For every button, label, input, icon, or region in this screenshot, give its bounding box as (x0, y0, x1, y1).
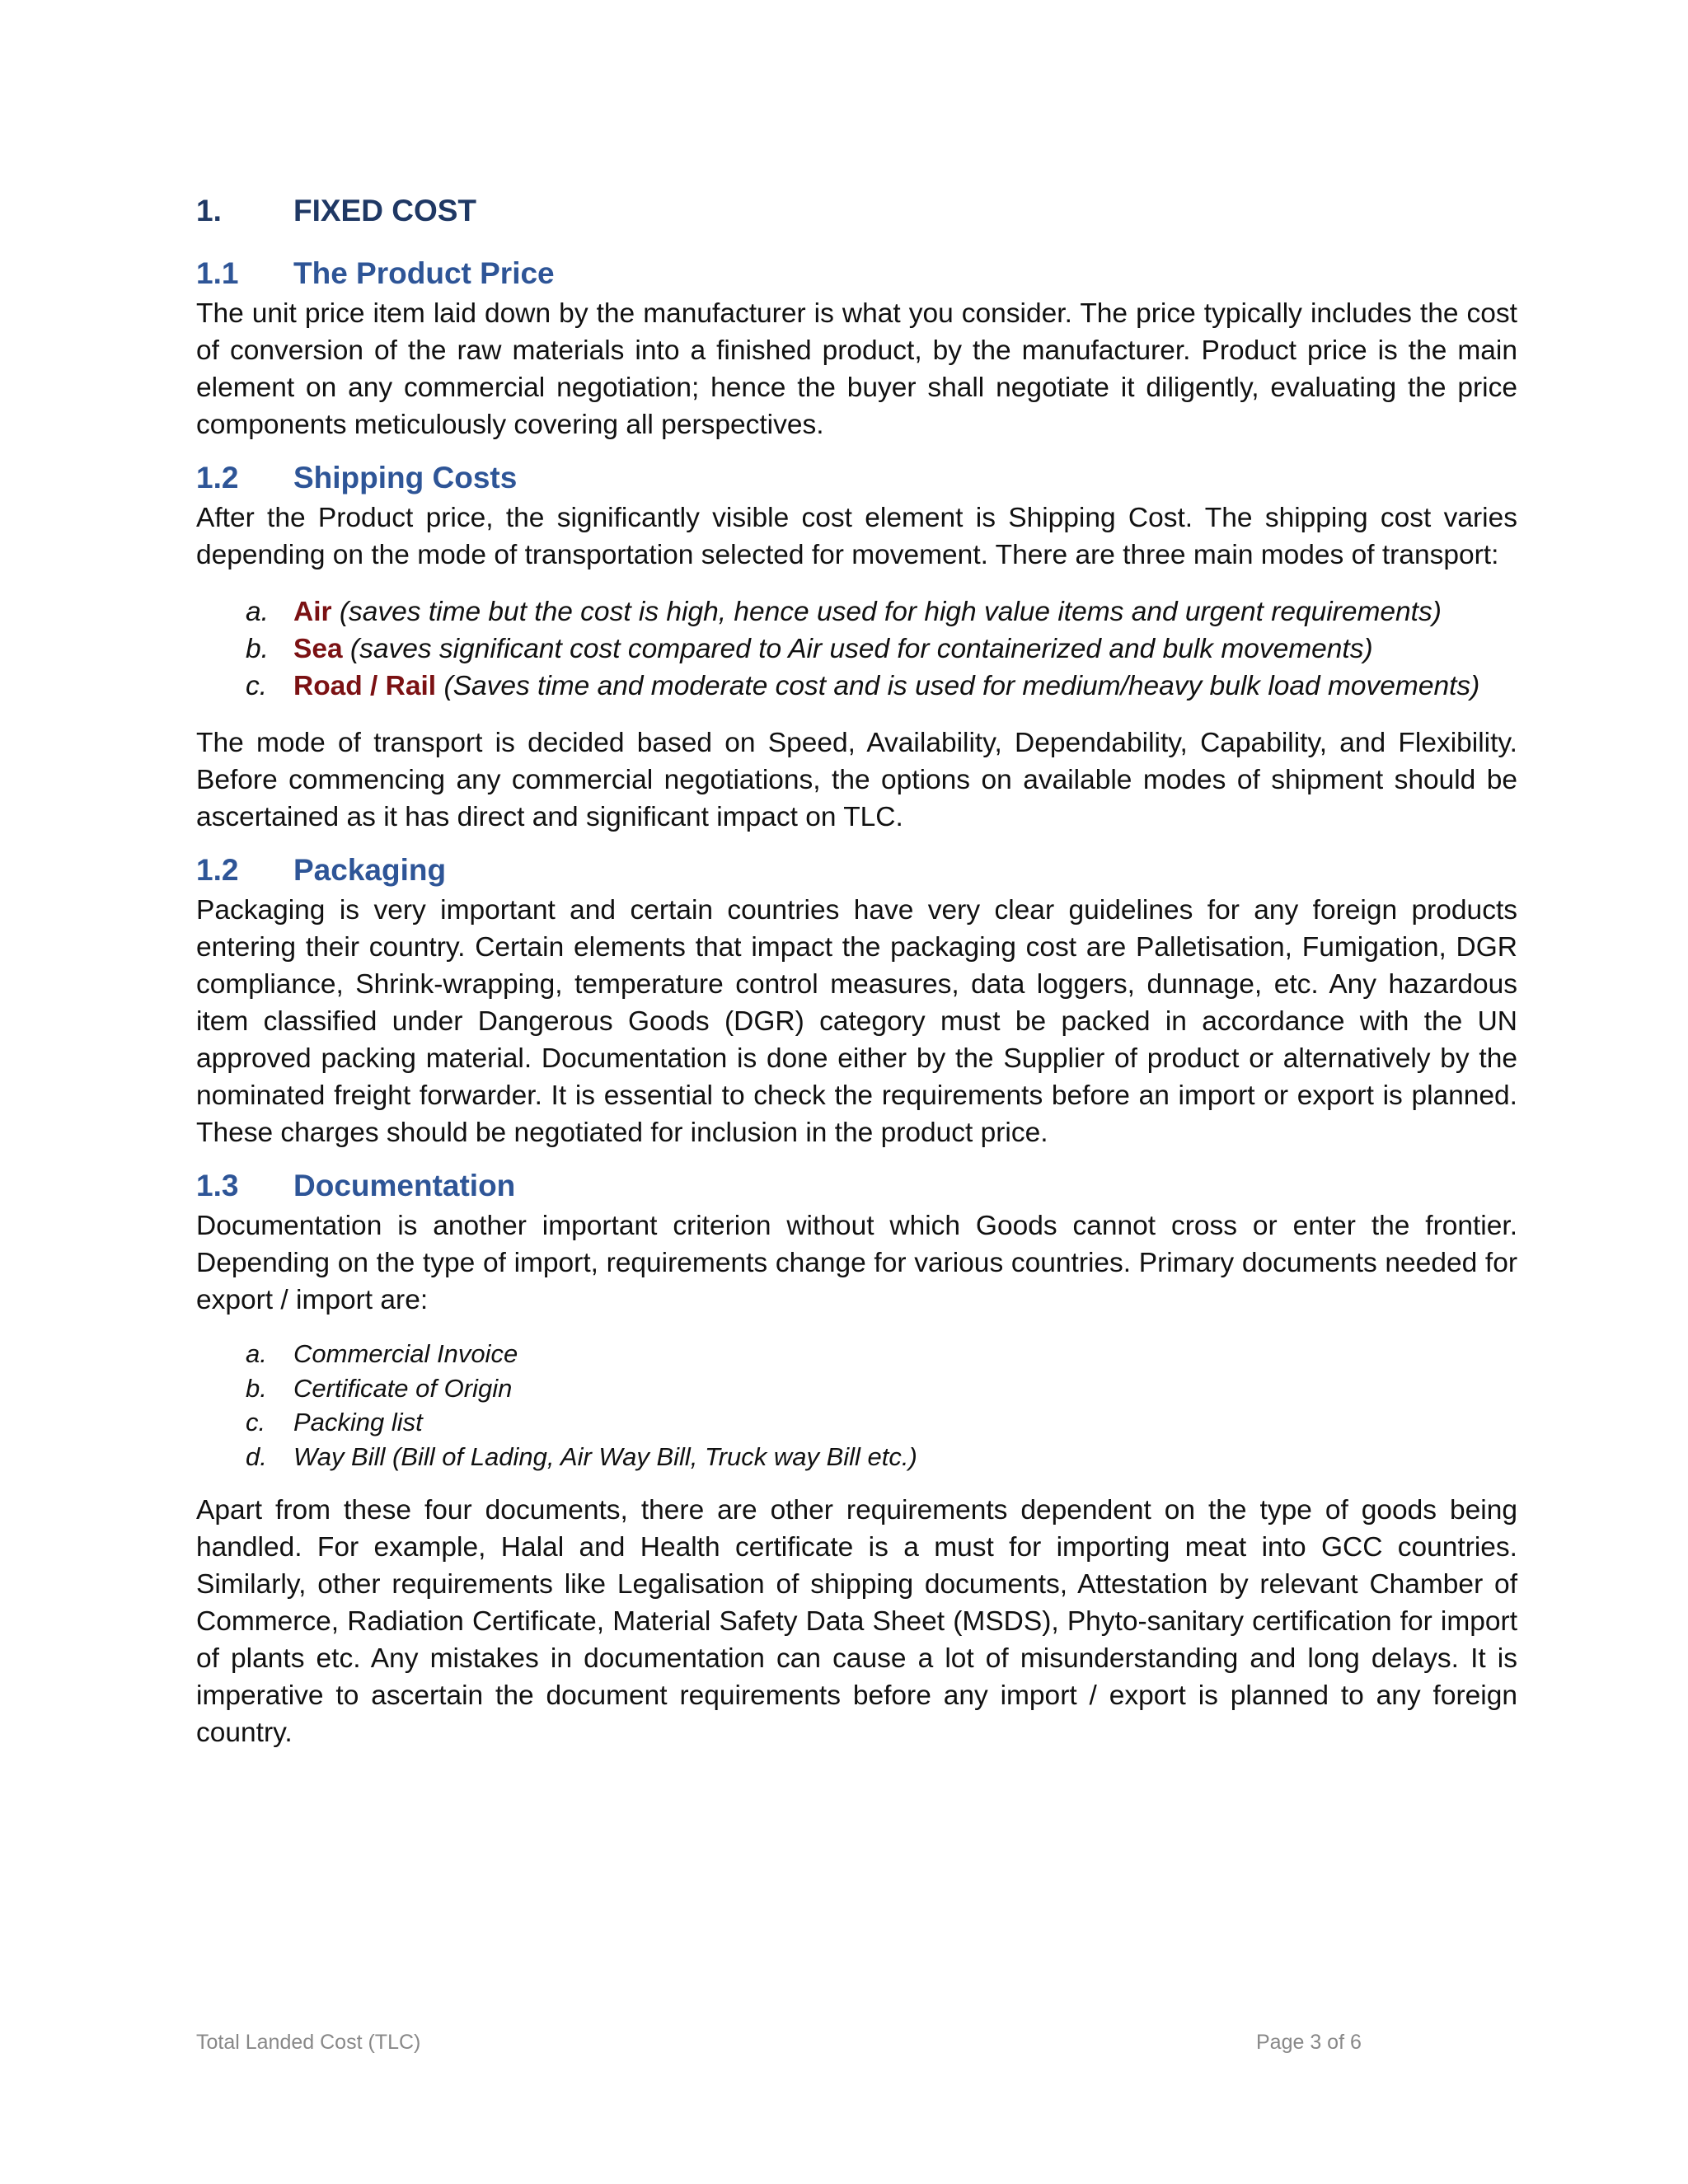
heading-packaging (196, 851, 1517, 890)
heading-documentation (196, 1166, 1517, 1206)
mode-term: Air (293, 597, 332, 627)
section-title: FIXED COST (293, 194, 477, 227)
list-item (196, 630, 1517, 668)
document-name: Certificate of Origin (293, 1373, 513, 1403)
list-marker: b. (246, 1373, 267, 1403)
list-item (196, 1371, 1517, 1406)
documents-list (196, 1337, 1517, 1474)
section-heading (196, 191, 1517, 231)
transport-modes-list (196, 593, 1517, 705)
packaging-paragraph: Packaging is very important and certain countries have very clear guidelines for any foreign products entering their country. Certain elements that impact the packaging cost are Palletisation, Fumigation, DGR compliance, Shrink-wrapping, temperature control measures, data loggers, dunnage, etc. Any hazardous item classified under Dangerous Goods (DGR) category must be packed in accordance with the UN approved packing material. Documentation is done either by the Supplier of product or alternatively by the nominated freight forwarder. It is essential to check the requirements before an import or export is planned. These charges should be negotiated for inclusion in the product price. (196, 895, 1517, 1148)
list-marker: c. (246, 1408, 266, 1436)
mode-description: (saves significant cost compared to Air used for containerized and bulk movements) (349, 634, 1373, 664)
list-item (196, 1337, 1517, 1371)
mode-description: (Saves time and moderate cost and is used for medium/heavy bulk load movements) (443, 671, 1480, 701)
section-number: 1. (196, 194, 222, 227)
list-marker: c. (246, 671, 268, 701)
list-marker: d. (246, 1441, 267, 1471)
shipping-intro-paragraph: After the Product price, the significantly visible cost element is Shipping Cost. The shipping cost varies depending on the mode of transportation selected for movement. There are three main modes of transport: (196, 503, 1517, 570)
heading-number: 1.3 (196, 1169, 239, 1202)
document-name: Way Bill (Bill of Lading, Air Way Bill, Truck way Bill etc.) (293, 1441, 917, 1471)
mode-term: Sea (293, 634, 343, 664)
heading-number: 1.2 (196, 853, 239, 887)
heading-title: Packaging (293, 853, 447, 887)
heading-shipping-costs (196, 458, 1517, 498)
document-name: Packing list (293, 1408, 423, 1436)
list-item (196, 668, 1517, 705)
footer-title: Total Landed Cost (TLC) (196, 2031, 421, 2054)
mode-description: (saves time but the cost is high, hence used for high value items and urgent requirements) (339, 597, 1442, 627)
list-item (196, 1405, 1517, 1440)
list-marker: a. (246, 1339, 267, 1368)
list-marker: b. (246, 634, 269, 664)
mode-term: Road / Rail (293, 671, 437, 701)
product-price-paragraph: The unit price item laid down by the manufacturer is what you consider. The price typically includes the cost of conversion of the raw materials into a finished product, by the manufacturer. Product price is the main element on any commercial negotiation; hence the buyer shall negotiate it diligently, evaluating the price components meticulously covering all perspectives. (196, 298, 1517, 440)
heading-number: 1.2 (196, 461, 239, 494)
list-item (196, 593, 1517, 630)
list-item (196, 1440, 1517, 1474)
heading-number: 1.1 (196, 256, 239, 290)
page-content (196, 191, 1517, 1751)
documentation-conclusion-paragraph: Apart from these four documents, there are other requirements dependent on the type of goods being handled. For example, Halal and Health certificate is a must for importing meat into GCC countries. Similarly, other requirements like Legalisation of shipping documents, Attestation by relevant Chamber of Commerce, Radiation Certificate, Material Safety Data Sheet (MSDS), Phyto-sanitary certification for import of plants etc. Any mistakes in documentation can cause a lot of misunderstanding and long delays. It is imperative to ascertain the document requirements before any import / export is planned to any foreign country. (196, 1495, 1517, 1748)
heading-title: The Product Price (293, 256, 555, 290)
document-name: Commercial Invoice (293, 1339, 518, 1368)
footer-page-number: Page 3 of 6 (1256, 2031, 1362, 2054)
heading-title: Documentation (293, 1169, 516, 1202)
list-marker: a. (246, 597, 269, 627)
documentation-intro-paragraph: Documentation is another important criterion without which Goods cannot cross or enter the frontier. Depending on the type of import, requirements change for various countries. Primary documents needed for export / import are: (196, 1211, 1517, 1315)
heading-product-price (196, 254, 1517, 293)
heading-title: Shipping Costs (293, 461, 518, 494)
shipping-conclusion-paragraph: The mode of transport is decided based on Speed, Availability, Dependability, Capability, and Flexibility. Before commencing any commercial negotiations, the options on available modes of shipment should be ascertained as it has direct and significant impact on TLC. (196, 728, 1517, 832)
